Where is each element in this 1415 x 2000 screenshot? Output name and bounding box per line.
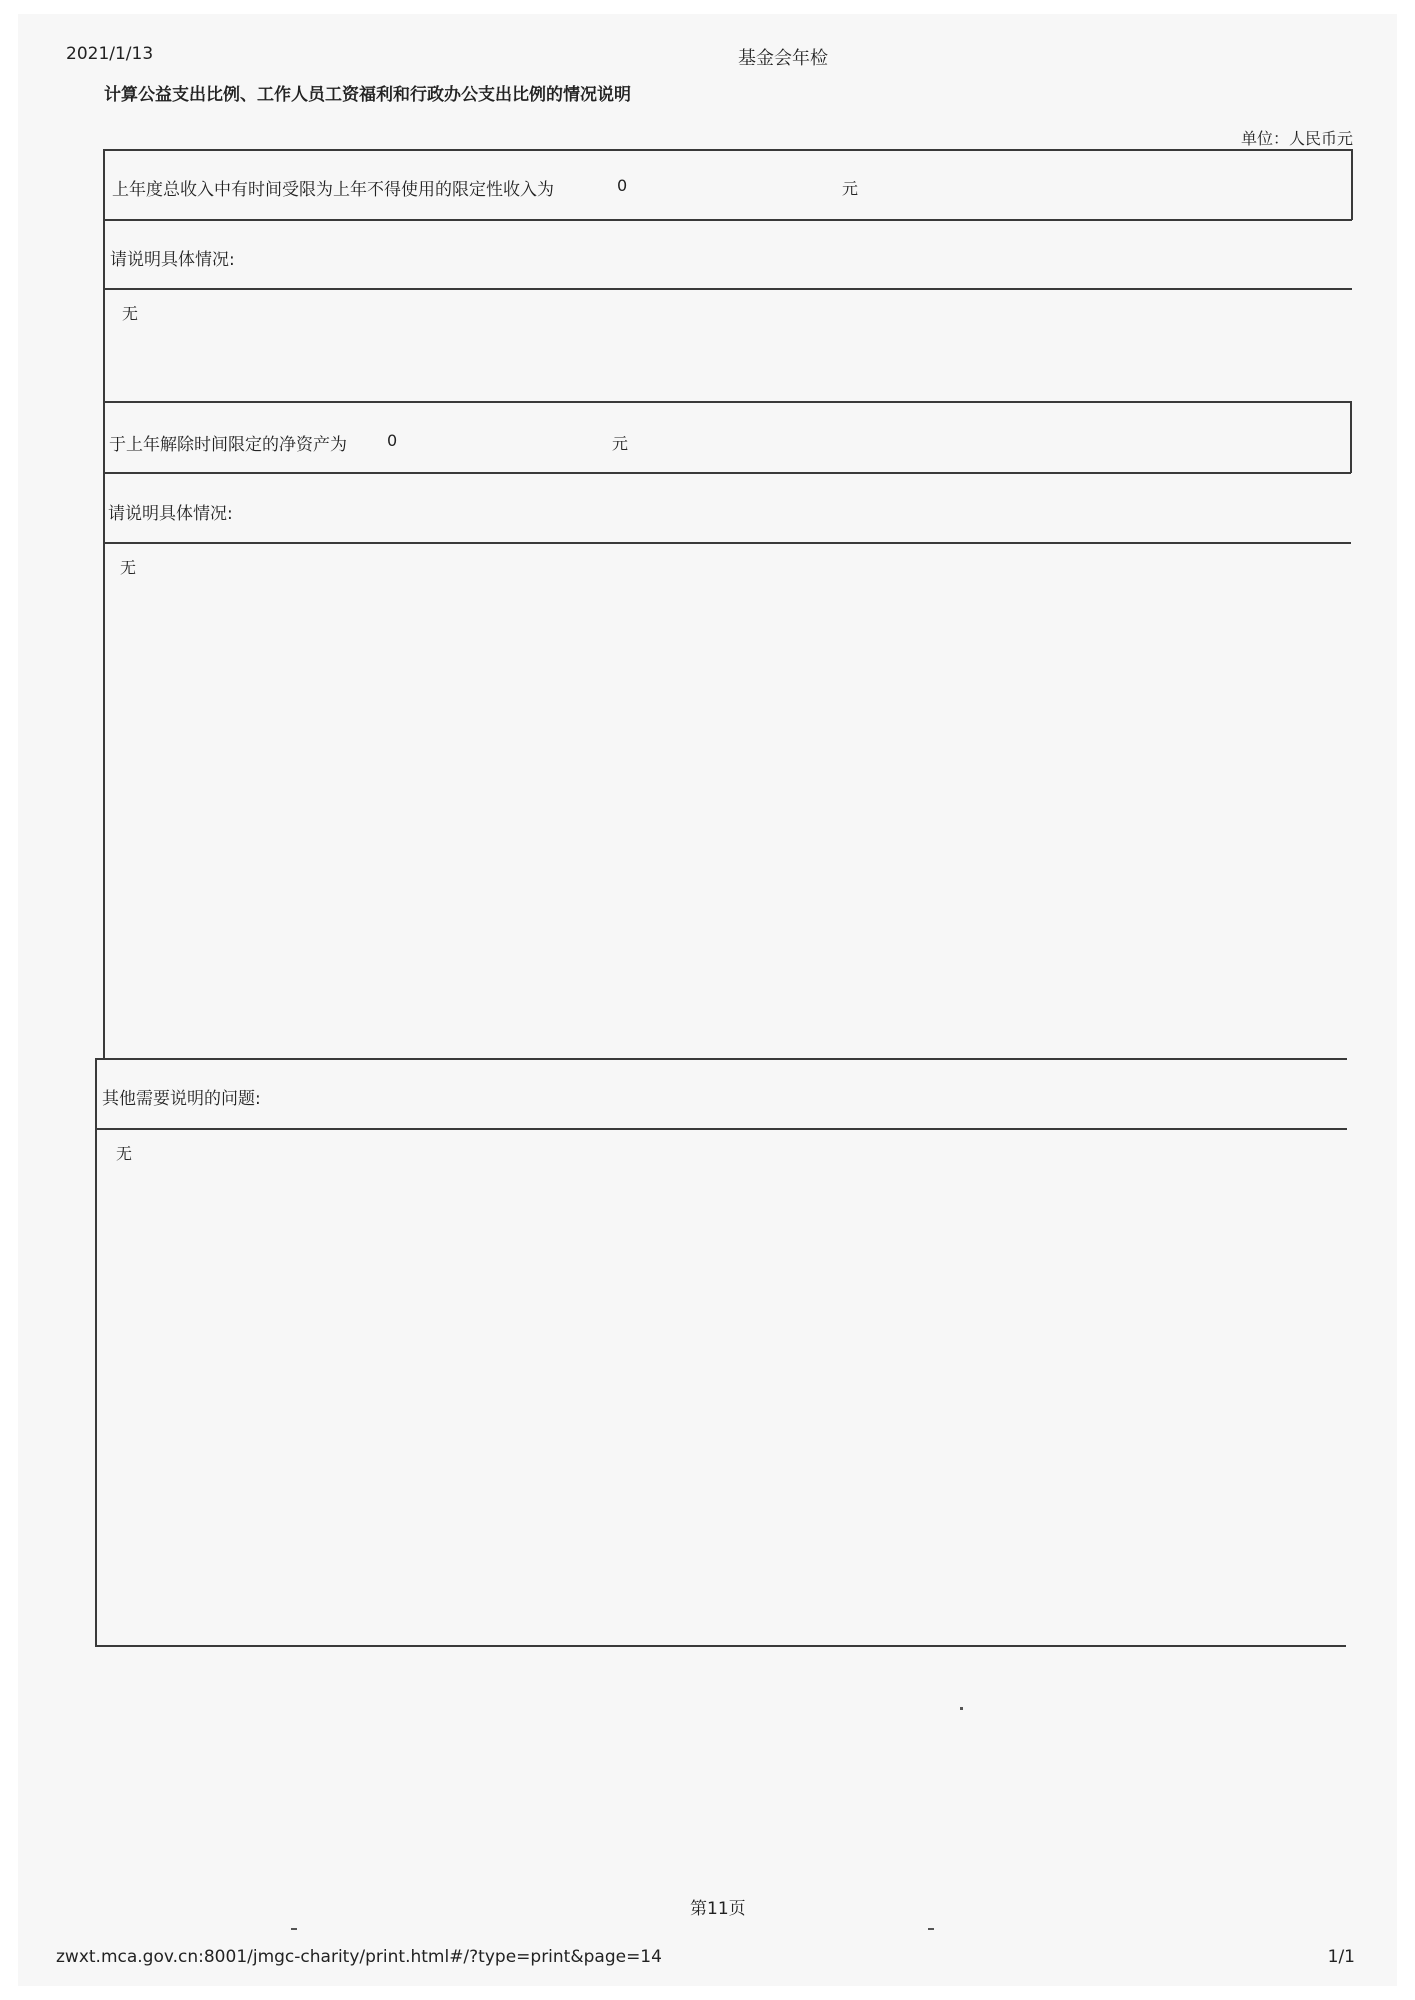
page-count: 1/1 [1327, 1947, 1355, 1967]
page-header-title: 基金会年检 [738, 48, 828, 69]
paper-sheet [18, 14, 1397, 1986]
page-number: 第11页 [690, 1899, 746, 1919]
print-url: zwxt.mca.gov.cn:8001/jmgc-charity/print.html#/?type=print&page=14 [56, 1947, 662, 1967]
section3-detail-value: 无 [116, 1144, 133, 1163]
restricted-income-value: 0 [617, 176, 628, 195]
currency-unit: 单位：人民币元 [1240, 129, 1353, 148]
restricted-income-label: 上年度总收入中有时间受限为上年不得使用的限定性收入为 [112, 180, 554, 200]
section3-top-border [95, 1058, 1347, 1060]
section2-top-border [103, 401, 1351, 403]
form-bottom-border [95, 1645, 1346, 1647]
section1-top-border [103, 149, 1352, 151]
document-title: 计算公益支出比例、工作人员工资福利和行政办公支出比例的情况说明 [104, 85, 631, 105]
section2-bottom-border [103, 472, 1351, 474]
scan-speck [960, 1707, 963, 1710]
section1-detail-divider [103, 288, 1352, 290]
form-left-border-lower [95, 1058, 97, 1646]
released-net-assets-currency: 元 [612, 434, 629, 453]
section2-detail-label: 请说明具体情况: [108, 504, 233, 524]
other-issues-label: 其他需要说明的问题: [102, 1089, 261, 1109]
section1-detail-label: 请说明具体情况: [110, 250, 235, 270]
section3-detail-divider [95, 1128, 1347, 1130]
restricted-income-currency: 元 [842, 179, 859, 198]
section2-right-border [1350, 401, 1352, 473]
section1-right-border [1351, 149, 1353, 220]
form-left-border-middle [103, 401, 105, 1059]
released-net-assets-value: 0 [387, 431, 398, 450]
released-net-assets-label: 于上年解除时间限定的净资产为 [109, 435, 347, 455]
section1-bottom-border [103, 219, 1352, 221]
section1-detail-value: 无 [122, 304, 139, 323]
scan-speck [291, 1928, 297, 1930]
section2-detail-value: 无 [120, 558, 137, 577]
scan-speck [928, 1928, 934, 1930]
section2-detail-divider [103, 542, 1351, 544]
print-date: 2021/1/13 [66, 44, 154, 64]
form-left-border-upper [103, 149, 105, 401]
